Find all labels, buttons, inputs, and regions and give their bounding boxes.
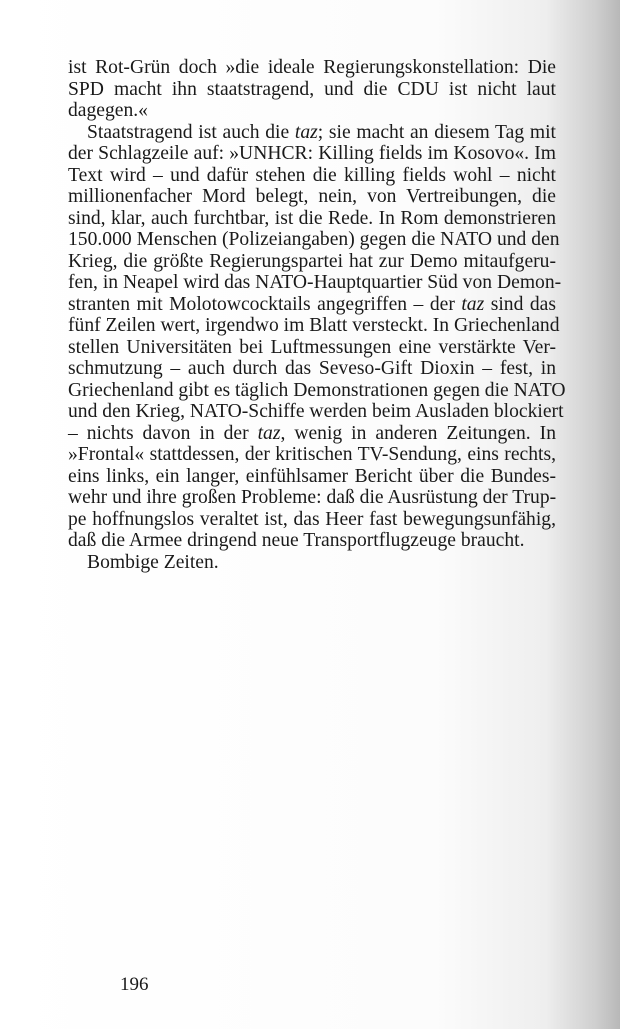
text-line: der Schlagzeile auf: »UNHCR: Killing fields im Kosovo«. Im xyxy=(68,143,556,164)
text-line: fen, in Neapel wird das NATO-Hauptquartier Süd von Demon- xyxy=(68,272,562,293)
italic-taz: taz xyxy=(294,121,318,143)
text-line: schmutzung – auch durch das Seveso-Gift Dioxin – fest, in xyxy=(68,358,556,379)
italic-taz: taz xyxy=(257,422,281,444)
text-line: Krieg, die größte Regierungspartei hat zur Demo mitaufgeru- xyxy=(68,250,556,272)
paragraph-2 xyxy=(68,121,566,552)
text-line: dagegen.« xyxy=(68,100,148,121)
text-line: 150.000 Menschen (Polizeiangaben) gegen die NATO und den xyxy=(68,229,560,250)
text-line: wehr und ihre großen Probleme: daß die Ausrüstung der Trup- xyxy=(68,487,557,508)
text-line: millionenfacher Mord belegt, nein, von Vertreibungen, die xyxy=(68,186,556,207)
text-line: daß die Armee dringend neue Transportflugzeuge braucht. xyxy=(68,530,525,551)
text-segment: – nichts davon in der xyxy=(68,422,258,444)
text-line: ist Rot-Grün doch »die ideale Regierungskonstellation: Die xyxy=(68,57,556,78)
text-line: stellen Universitäten bei Luftmessungen eine verstärkte Ver- xyxy=(68,336,556,358)
page-number: 196 xyxy=(120,974,149,995)
text-segment: Staatstragend ist auch die xyxy=(87,121,295,143)
text-line xyxy=(68,294,556,316)
text-line xyxy=(68,423,556,445)
text-line: und den Krieg, NATO-Schiffe werden beim Ausladen blockiert xyxy=(68,401,564,422)
text-line: SPD macht ihn staatstragend, und die CDU ist nicht laut xyxy=(68,78,556,100)
text-line: sind, klar, auch furchtbar, ist die Rede. In Rom demonstrieren xyxy=(68,207,556,229)
text-segment: stranten mit Molotowcocktails angegriffen – der xyxy=(68,293,462,315)
text-line: fünf Zeilen wert, irgendwo im Blatt versteckt. In Griechenland xyxy=(68,315,560,336)
text-line xyxy=(68,122,556,144)
text-line: Bombige Zeiten. xyxy=(87,551,219,573)
text-line: »Frontal« stattdessen, der kritischen TV-Sendung, eins rechts, xyxy=(68,444,556,465)
italic-taz: taz xyxy=(461,293,485,315)
text-line: pe hoffnungslos veraltet ist, das Heer fast bewegungsunfähig, xyxy=(68,508,556,530)
body-text xyxy=(68,57,566,573)
paragraph-1 xyxy=(68,57,556,122)
text-segment: sind das xyxy=(484,293,556,315)
paragraph-3 xyxy=(68,552,556,574)
text-segment: ; sie macht an diesem Tag mit xyxy=(317,121,556,143)
text-segment: , wenig in anderen Zeitungen. In xyxy=(280,422,556,444)
text-line: Griechenland gibt es täglich Demonstrationen gegen die NATO xyxy=(68,379,566,401)
text-line: Text wird – und dafür stehen die killing fields wohl – nicht xyxy=(68,164,556,186)
text-line: eins links, ein langer, einfühlsamer Bericht über die Bundes- xyxy=(68,465,556,487)
